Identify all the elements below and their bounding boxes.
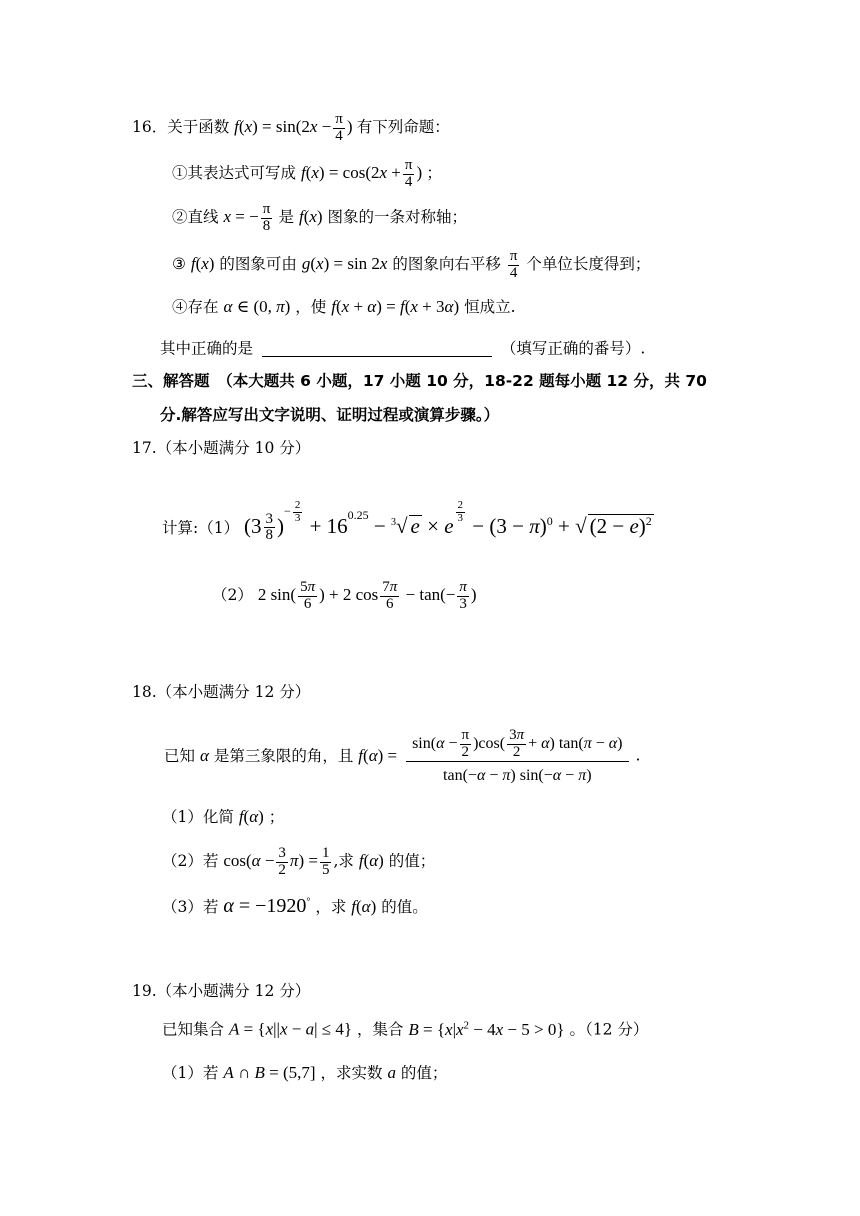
q19-set-b: $B = \{x|x^2 - 4x - 5 > 0\}$ xyxy=(408,1019,565,1039)
q16-prop-1 xyxy=(172,158,442,191)
q18-part3-mid: ，求 xyxy=(315,898,347,916)
q16-p3-gx: g(x) = sin 2x xyxy=(301,254,388,274)
q18-denominator: tan(−α − π) sin(−α − π) xyxy=(443,766,592,784)
q16-p2-tail: 图象的一条对称轴； xyxy=(327,208,468,227)
q18-part3-f: f(α) xyxy=(351,897,377,916)
q18-given-alpha: α xyxy=(199,746,209,766)
q17-part2-label: （2） xyxy=(212,586,253,605)
q18-part1-f: f(α) xyxy=(238,807,264,826)
q16-p1-formula: f(x) = cos(2x + $\frac{\pi}{4}$ ) xyxy=(300,157,427,190)
q18-given xyxy=(164,728,640,784)
q19-given-lead: 已知集合 xyxy=(162,1020,225,1039)
q17-part2 xyxy=(212,580,477,613)
q19-set-a: A = {x||x − a| ≤ 4} xyxy=(228,1019,352,1039)
q19-part1-mid: ，求实数 xyxy=(320,1064,383,1082)
q18-part2-lead: （2）若 xyxy=(162,852,219,871)
q16-stem-line xyxy=(132,112,450,145)
q18-part3-formula: α = −1920° xyxy=(223,895,311,917)
q16-prop-4 xyxy=(172,298,516,316)
q17-part1 xyxy=(162,499,654,544)
section-heading: 三、解答题 （本大题共 6 小题，17 小题 10 分，18-22 题每小题 12 分，共 70 xyxy=(132,372,707,390)
q16-p4-tail: 恒成立. xyxy=(464,298,516,316)
q16-p2-fx: f(x) xyxy=(298,207,323,227)
q18-given-mid: 是第三象限的角，且 xyxy=(213,747,354,766)
q17-part1-label: 计算:（1） xyxy=(162,518,240,537)
q18-part2-tail: 的值； xyxy=(388,852,436,871)
q19-title: 19.（本小题满分 12 分） xyxy=(132,982,311,1000)
q19-given-tail: 。（12 分） xyxy=(569,1020,649,1039)
q18-part1-tail: ； xyxy=(268,808,285,826)
q16-prop-2 xyxy=(172,202,467,235)
q17-title: 17.（本小题满分 10 分） xyxy=(132,439,311,457)
q19-given-mid: ，集合 xyxy=(356,1020,404,1039)
q18-part3 xyxy=(162,896,428,916)
answer-blank[interactable] xyxy=(262,340,492,357)
q18-part2-f: f(α) xyxy=(358,851,384,871)
q19-part1-lead: （1）若 xyxy=(162,1064,219,1082)
q16-p3-fx: f(x) xyxy=(190,254,215,274)
q16-p4-formula: f(x + α) = f(x + 3α) xyxy=(331,297,460,316)
q18-numerator: sin(α − $\frac{\pi}{2}$ )cos( $\frac{3\pi}{2}$ + α) tan(π − α) xyxy=(406,728,628,762)
q18-part1 xyxy=(162,808,284,826)
q18-title: 18.（本小题满分 12 分） xyxy=(132,683,311,701)
q16-p1-lead: ①其表达式可写成 xyxy=(172,164,297,183)
q19-part1 xyxy=(162,1064,447,1082)
q18-fraction xyxy=(406,728,628,784)
q17-part1-formula: (3 $\frac{3}{8}$ )$^{- \frac{2}{3}}$ + $16^{0.25} - ^3√$ e × e $^{\frac{2}{3}}$ − $(3 - \pi)^0$ + √ $(2 - e)^2$ xyxy=(244,499,652,544)
q19-part1-formula: A ∩ B = (5,7] xyxy=(223,1063,316,1082)
section-heading-line2: 分.解答应写出文字说明、证明过程或演算步骤。） xyxy=(160,406,500,424)
q18-given-f: f(α) = xyxy=(358,746,398,766)
q16-p2-formula: x = − $\frac{\pi}{8}$ xyxy=(223,201,271,234)
q16-stem-tail: 有下列命题： xyxy=(356,118,450,137)
q16-p3-mid1: 的图象可由 xyxy=(219,255,297,274)
q17-part2-formula: 2 sin( $\frac{5\pi}{6}$ ) + 2 cos $\frac{7\pi}{6}$ − tan(− $\frac{\pi}{3}$ ) xyxy=(257,579,477,612)
q18-given-tail: . xyxy=(635,746,641,765)
q16-p2-mid: 是 xyxy=(278,208,295,227)
q18-part1-lead: （1）化简 xyxy=(162,808,234,826)
q18-part2-formula: cos(α − $\frac{3}{2}$ π) = $\frac{1}{5}$ xyxy=(223,845,330,878)
q16-p3-mid2: 的图象向右平移 xyxy=(392,255,501,274)
q19-part1-tail: 的值； xyxy=(400,1064,448,1082)
q16-function: f(x) = sin(2x − $\frac{\pi}{4}$ ) xyxy=(234,111,357,144)
q16-p1-tail: ； xyxy=(426,164,442,183)
q16-p3-lead: ③ xyxy=(172,255,186,274)
q19-part1-a: a xyxy=(387,1063,396,1082)
q16-answer-line xyxy=(160,340,645,357)
q16-p4-cond: α ∈ (0, π) xyxy=(223,297,291,316)
q19-given xyxy=(162,1020,648,1038)
q18-part3-tail: 的值。 xyxy=(381,898,428,916)
q16-p3-frac: $\frac{\pi}{4}$ xyxy=(509,248,518,281)
q16-answer-tail: （填写正确的番号）. xyxy=(500,339,646,358)
q18-part2 xyxy=(162,846,435,879)
q16-p4-lead: ④存在 xyxy=(172,298,219,316)
q16-answer-lead: 其中正确的是 xyxy=(160,339,254,358)
q18-part3-lead: （3）若 xyxy=(162,898,219,916)
q16-p4-mid: ，使 xyxy=(295,298,327,316)
q16-stem: 16．关于函数 xyxy=(132,118,230,137)
q18-given-lead: 已知 xyxy=(164,747,196,766)
q16-prop-3 xyxy=(172,249,650,282)
q16-p3-tail: 个单位长度得到； xyxy=(526,255,651,274)
q18-part2-mid: ,求 xyxy=(333,852,354,871)
q16-p2-lead: ②直线 xyxy=(172,208,219,227)
